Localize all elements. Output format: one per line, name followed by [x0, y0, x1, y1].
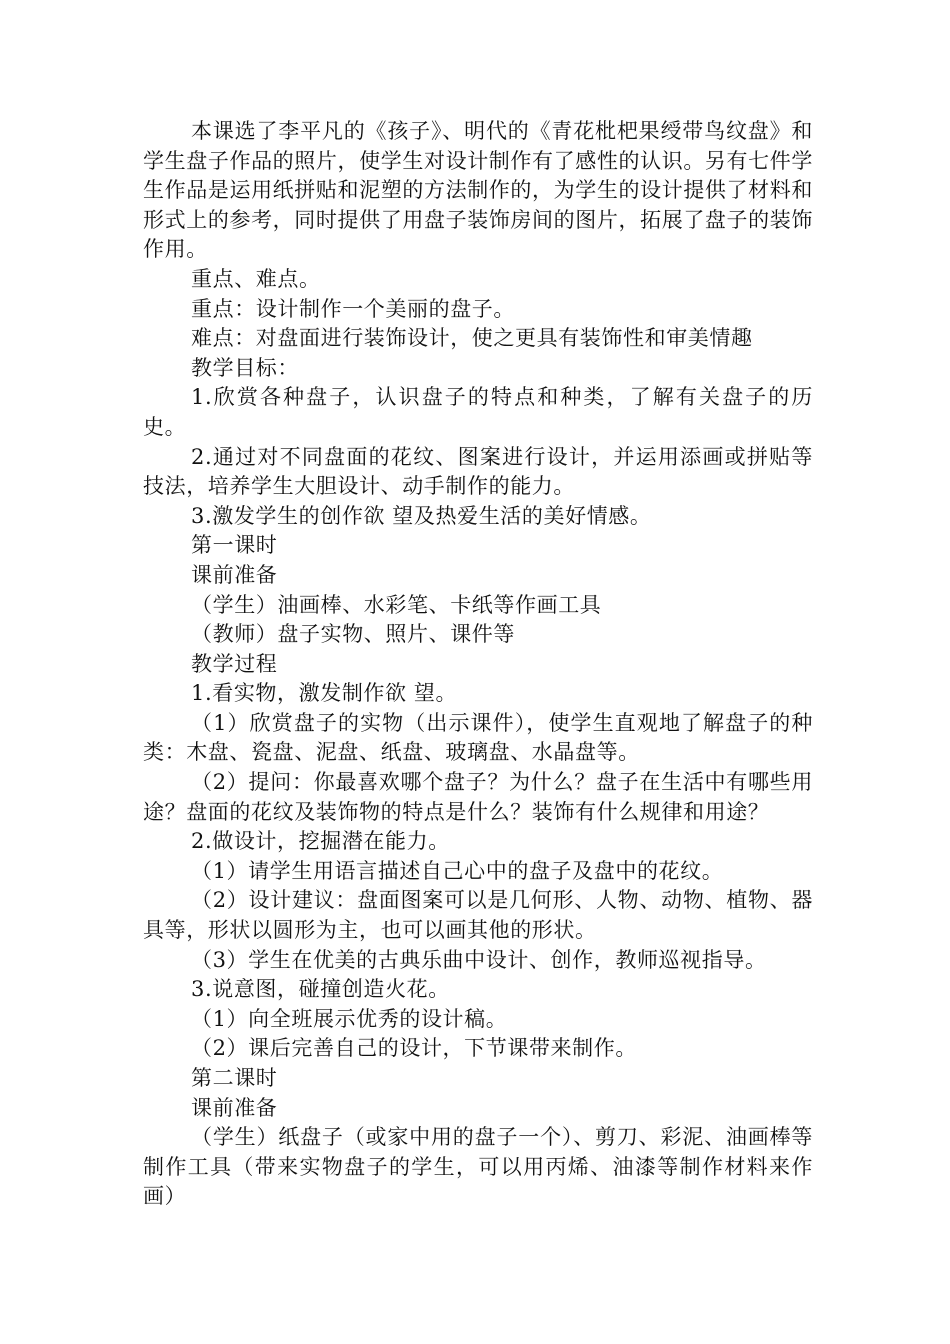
- step-1-sub-2: （2）提问：你最喜欢哪个盘子？为什么？盘子在生活中有哪些用途？盘面的花纹及装饰物的特点是什么？装饰有什么规律和用途？: [143, 770, 813, 824]
- step-3-sub-1: （1）向全班展示优秀的设计稿。: [191, 1006, 508, 1031]
- heading-key-points: 重点、难点。: [191, 266, 321, 291]
- goal-item-2: 2.通过对不同盘面的花纹、图案进行设计，并运用添画或拼贴等技法，培养学生大胆设计、动手制作的能力。: [143, 444, 813, 499]
- step-2-sub-3: （3）学生在优美的古典乐曲中设计、创作，教师巡视指导。: [191, 947, 767, 972]
- prep-students-2: （学生）纸盘子（或家中用的盘子一个）、剪刀、彩泥、油画棒等制作工具（带来实物盘子的学生，可以用丙烯、油漆等制作材料来作画）: [143, 1125, 813, 1209]
- step-3-sub-2: （2）课后完善自己的设计，下节课带来制作。: [191, 1036, 637, 1061]
- goal-item-1: 1.欣赏各种盘子，认识盘子的特点和种类，了解有关盘子的历史。: [143, 385, 813, 439]
- heading-teaching-goals: 教学目标：: [191, 355, 299, 380]
- prep-students-1: （学生）油画棒、水彩笔、卡纸等作画工具: [191, 592, 602, 617]
- step-2-sub-2: （2）设计建议：盘面图案可以是几何形、人物、动物、植物、器具等，形状以圆形为主，也可以画其他的形状。: [143, 888, 813, 943]
- step-1-sub-1: （1）欣赏盘子的实物（出示课件），使学生直观地了解盘子的种类：木盘、瓷盘、泥盘、纸盘、玻璃盘、水晶盘等。: [143, 710, 813, 765]
- heading-process: 教学过程: [191, 651, 278, 676]
- prep-teacher-1: （教师）盘子实物、照片、课件等: [191, 622, 515, 647]
- heading-lesson-1: 第一课时: [191, 533, 278, 558]
- paragraph-intro: 本课选了李平凡的《孩子》、明代的《青花枇杷果绶带鸟纹盘》和学生盘子作品的照片，使学生对设计制作有了感性的认识。另有七件学生作品是运用纸拼贴和泥塑的方法制作的，为学生的设计提供了材料和形式上的参考，同时提供了用盘子装饰房间的图片，拓展了盘子的装饰作用。: [143, 119, 813, 262]
- paragraph-difficulty: 难点：对盘面进行装饰设计，使之更具有装饰性和审美情趣: [191, 326, 753, 351]
- paragraph-key-point: 重点：设计制作一个美丽的盘子。: [191, 296, 515, 321]
- step-1-title: 1.看实物，激发制作欲 望。: [191, 681, 458, 706]
- goal-item-3: 3.激发学生的创作欲 望及热爱生活的美好情感。: [191, 503, 652, 528]
- document-body: [143, 117, 813, 1212]
- step-2-title: 2.做设计，挖掘潜在能力。: [191, 829, 450, 854]
- step-3-title: 3.说意图，碰撞创造火花。: [191, 977, 450, 1002]
- heading-preparation-1: 课前准备: [191, 562, 278, 587]
- step-2-sub-1: （1）请学生用语言描述自己心中的盘子及盘中的花纹。: [191, 858, 724, 883]
- heading-lesson-2: 第二课时: [191, 1066, 278, 1090]
- heading-preparation-2: 课前准备: [191, 1095, 278, 1120]
